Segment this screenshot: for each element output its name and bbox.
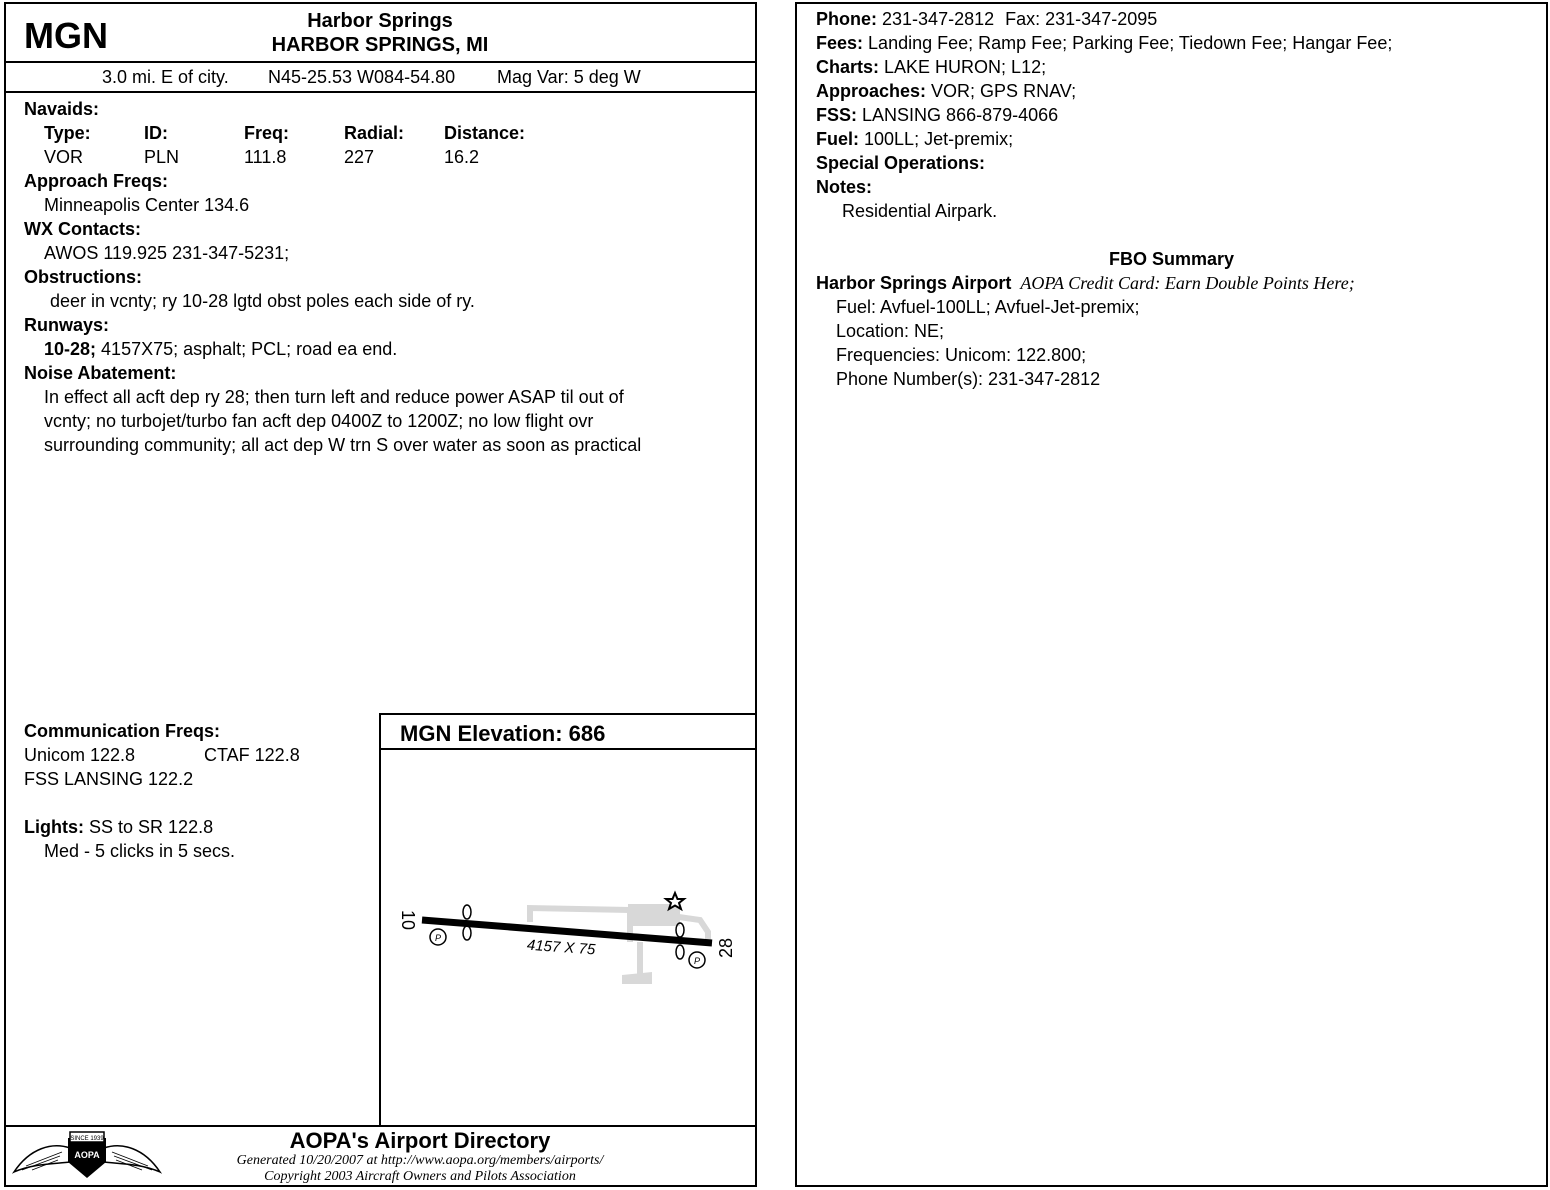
diagram-left-border [379, 713, 381, 1126]
airport-code: MGN [24, 15, 108, 56]
runway-details: 4157X75; asphalt; PCL; road ea end. [101, 339, 398, 359]
svg-text:10: 10 [398, 910, 418, 931]
navaids-title: Navaids: [24, 99, 100, 119]
airport-diagram [390, 880, 750, 1000]
footer-divider [4, 1125, 757, 1127]
obstructions-title: Obstructions: [24, 267, 143, 287]
fbo-summary-title: FBO Summary [1108, 249, 1235, 269]
fax-value: Fax: 231-347-2095 [1005, 9, 1158, 29]
runway-item [44, 337, 397, 361]
lights-label: Lights: [24, 817, 84, 837]
svg-text:4157 X 75: 4157 X 75 [526, 936, 596, 959]
charts-line [816, 55, 1046, 79]
runway-id: 10-28; [44, 339, 97, 359]
fbo-name: Harbor Springs Airport [816, 273, 1012, 293]
unicom-freq: Unicom 122.8 [24, 745, 136, 765]
approaches-line [816, 79, 1076, 103]
runways-title: Runways: [24, 315, 110, 335]
navaids-col-id: ID: [144, 123, 168, 143]
noise-abatement-line: surrounding community; all act dep W trn S over water as soon as practical [44, 435, 642, 455]
navaids-col-type: Type: [44, 123, 91, 143]
ctaf-freq: CTAF 122.8 [204, 745, 300, 765]
obstructions-text: deer in vcnty; ry 10-28 lgtd obst poles each side of ry. [50, 291, 475, 311]
charts-label: Charts: [816, 57, 880, 77]
airport-name: Harbor Springs [307, 10, 453, 32]
city-state: HARBOR SPRINGS, MI [271, 34, 489, 56]
fees-value: Landing Fee; Ramp Fee; Parking Fee; Tiedown Fee; Hangar Fee; [868, 33, 1393, 53]
footer-title: AOPA's Airport Directory [289, 1128, 551, 1153]
location-coordinates: N45-25.53 W084-54.80 [268, 67, 456, 87]
special-operations-label: Special Operations: [816, 153, 986, 173]
location-divider [4, 91, 757, 93]
aopa-logo [12, 1130, 162, 1182]
fss-label: FSS: [816, 105, 858, 125]
noise-abatement-title: Noise Abatement: [24, 363, 177, 383]
notes-value: Residential Airpark. [842, 201, 998, 221]
navaids-col-radial: Radial: [344, 123, 405, 143]
fees-line [816, 31, 1392, 55]
fbo-location: Location: NE; [836, 321, 945, 341]
diagram-top-border [379, 713, 757, 715]
noise-abatement-line: vcnty; no turbojet/turbo fan acft dep 0400Z to 1200Z; no low flight ovr [44, 411, 594, 431]
svg-text:P: P [434, 933, 442, 943]
fbo-frequencies: Frequencies: Unicom: 122.800; [836, 345, 1087, 365]
right-panel [795, 2, 1548, 1187]
navaids-col-freq: Freq: [244, 123, 289, 143]
approaches-value: VOR; GPS RNAV; [931, 81, 1077, 101]
phone-label: Phone: [816, 9, 877, 29]
footer-copyright: Copyright 2003 Aircraft Owners and Pilots Association [264, 1169, 576, 1184]
navaid-id: PLN [144, 147, 180, 167]
diagram-title: MGN Elevation: 686 [400, 721, 606, 746]
fees-label: Fees: [816, 33, 864, 53]
fss-value: LANSING 866-879-4066 [862, 105, 1059, 125]
wx-contacts-title: WX Contacts: [24, 219, 141, 239]
diagram-title-divider [379, 748, 757, 750]
phone-value: 231-347-2812 [882, 9, 995, 29]
charts-value: LAKE HURON; L12; [884, 57, 1047, 77]
fuel-value: 100LL; Jet-premix; [864, 129, 1014, 149]
mag-var: Mag Var: 5 deg W [497, 67, 641, 87]
svg-text:SINCE 1939: SINCE 1939 [70, 1136, 104, 1142]
fuel-line [816, 127, 1013, 151]
fss-line [816, 103, 1058, 127]
fbo-phones: Phone Number(s): 231-347-2812 [836, 369, 1101, 389]
navaid-freq: 111.8 [244, 147, 287, 167]
svg-text:AOPA: AOPA [74, 1150, 100, 1160]
navaids-col-distance: Distance: [444, 123, 526, 143]
approaches-label: Approaches: [816, 81, 927, 101]
location-distance: 3.0 mi. E of city. [102, 67, 229, 87]
runway-diagram-icon [390, 880, 750, 1000]
fss-freq: FSS LANSING 122.2 [24, 769, 194, 789]
approach-freqs-title: Approach Freqs: [24, 171, 169, 191]
lights-line [24, 815, 213, 839]
navaid-distance: 16.2 [444, 147, 480, 167]
svg-text:P: P [693, 956, 701, 966]
notes-label: Notes: [816, 177, 873, 197]
noise-abatement-line: In effect all acft dep ry 28; then turn left and reduce power ASAP til out of [44, 387, 624, 407]
svg-text:28: 28 [716, 937, 736, 958]
header-divider [4, 61, 757, 63]
communication-title: Communication Freqs: [24, 721, 221, 741]
lights-value: SS to SR 122.8 [89, 817, 214, 837]
fbo-fuel: Fuel: Avfuel-100LL; Avfuel-Jet-premix; [836, 297, 1140, 317]
approach-freq-item: Minneapolis Center 134.6 [44, 195, 250, 215]
fbo-name-line [816, 271, 1355, 295]
aopa-wings-logo-icon [12, 1130, 162, 1182]
fuel-label: Fuel: [816, 129, 859, 149]
lights-detail: Med - 5 clicks in 5 secs. [44, 841, 236, 861]
navaid-type: VOR [44, 147, 84, 167]
navaid-radial: 227 [344, 147, 375, 167]
fbo-promo: AOPA Credit Card: Earn Double Points Here; [1020, 273, 1355, 293]
footer-generated: Generated 10/20/2007 at http://www.aopa.org/members/airports/ [236, 1153, 604, 1168]
phone-line [816, 7, 1157, 31]
wx-contact-item: AWOS 119.925 231-347-5231; [44, 243, 290, 263]
